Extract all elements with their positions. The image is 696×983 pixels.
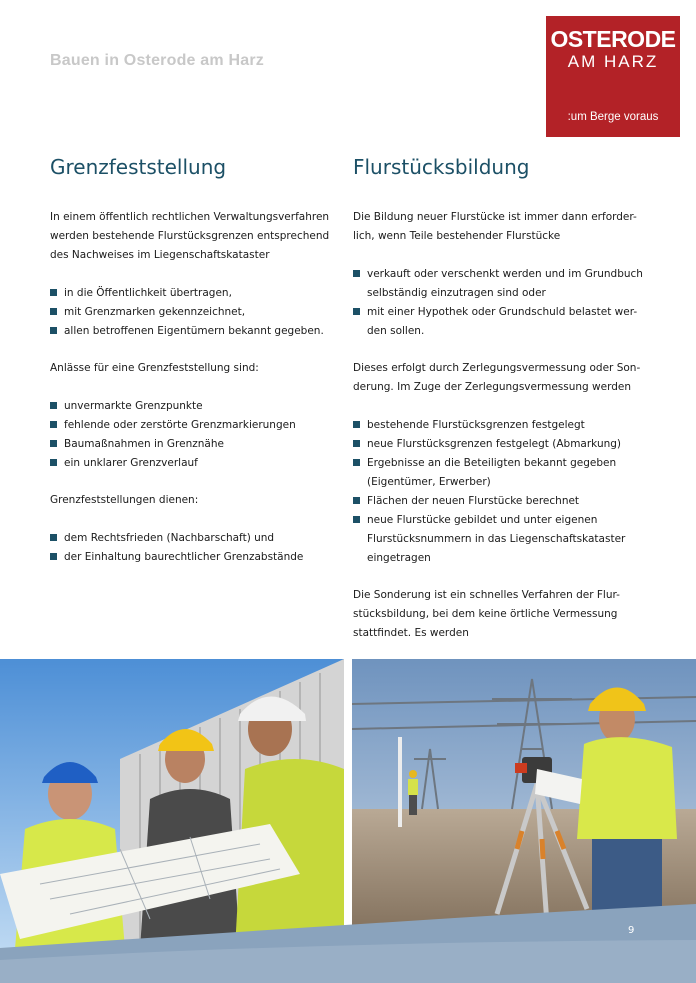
list-item: dem Rechtsfrieden (Nachbarschaft) und: [50, 529, 335, 548]
list-item: bestehende Flurstücksgrenzen festgelegt: [353, 416, 653, 435]
section-heading: Grenzfeststellung: [50, 155, 227, 179]
list-item: Baumaßnahmen in Grenznähe: [50, 435, 335, 454]
list-item: mit einer Hypothek oder Grundschuld belastet wer-den sollen.: [353, 303, 653, 341]
list-item: fehlende oder zerstörte Grenzmarkierungen: [50, 416, 335, 435]
bullet-square-icon: [50, 421, 57, 428]
list-item: Flächen der neuen Flurstücke berechnet: [353, 492, 653, 511]
intro-paragraph: Die Bildung neuer Flurstücke ist immer dann erforder-lich, wenn Teile bestehender Flurstücke: [353, 211, 637, 242]
bullet-list: [50, 529, 335, 567]
bullet-square-icon: [50, 553, 57, 560]
bullet-list: [353, 416, 653, 568]
osterode-logo: [546, 16, 680, 137]
bullet-list: [50, 284, 335, 341]
bullet-square-icon: [50, 402, 57, 409]
list-item: neue Flurstücke gebildet und unter eigenen Flurstücksnummern in das Liegenschaftskataster eingetragen: [353, 511, 653, 568]
bullet-list: [353, 265, 653, 341]
bullet-square-icon: [353, 459, 360, 466]
flurstuecksbildung-section: [353, 150, 653, 662]
grenzfeststellung-section: [50, 150, 335, 585]
list-item: verkauft oder verschenkt werden und im Grundbuch selbständig einzutragen sind oder: [353, 265, 653, 303]
bullet-square-icon: [50, 327, 57, 334]
bullet-square-icon: [353, 270, 360, 277]
list-item: unvermarkte Grenzpunkte: [50, 397, 335, 416]
bullet-square-icon: [50, 534, 57, 541]
body-paragraph: Dieses erfolgt durch Zerlegungsvermessung oder Son-derung. Im Zuge der Zerlegungsvermessung werden: [353, 362, 641, 393]
logo-line-1: OSTERODE: [550, 26, 676, 52]
page-number: 9: [628, 925, 635, 936]
footer-wave-band: [0, 900, 696, 983]
bullet-square-icon: [50, 440, 57, 447]
bullet-square-icon: [353, 497, 360, 504]
occasions-label: Anlässe für eine Grenzfeststellung sind:: [50, 362, 259, 374]
list-item: Ergebnisse an die Beteiligten bekannt gegeben (Eigentümer, Erwerber): [353, 454, 653, 492]
bullet-square-icon: [353, 421, 360, 428]
list-item: neue Flurstücksgrenzen festgelegt (Abmarkung): [353, 435, 653, 454]
intro-paragraph: In einem öffentlich rechtlichen Verwaltungsverfahren werden bestehende Flurstücksgrenzen entsprechend des Nachweises im Liegenschaftskataster: [50, 211, 330, 261]
page-header-title: Bauen in Osterode am Harz: [50, 52, 264, 69]
logo-line-2: AM HARZ: [567, 52, 659, 71]
logo-slogan: :um Berge voraus: [567, 111, 659, 123]
bullet-square-icon: [50, 459, 57, 466]
list-item: allen betroffenen Eigentümern bekannt gegeben.: [50, 322, 335, 341]
bullet-square-icon: [353, 516, 360, 523]
bullet-square-icon: [50, 308, 57, 315]
bullet-square-icon: [353, 440, 360, 447]
section-heading: Flurstücksbildung: [353, 155, 530, 179]
bullet-square-icon: [50, 289, 57, 296]
list-item: mit Grenzmarken gekennzeichnet,: [50, 303, 335, 322]
body-paragraph: Die Sonderung ist ein schnelles Verfahren der Flur-stücksbildung, bei dem keine örtliche Vermessung stattfindet. Es werden: [353, 589, 620, 639]
list-item: der Einhaltung baurechtlicher Grenzabstände: [50, 548, 335, 567]
list-item: in die Öffentlichkeit übertragen,: [50, 284, 335, 303]
list-item: ein unklarer Grenzverlauf: [50, 454, 335, 473]
bullet-list: [50, 397, 335, 473]
purpose-label: Grenzfeststellungen dienen:: [50, 494, 199, 506]
bullet-square-icon: [353, 308, 360, 315]
